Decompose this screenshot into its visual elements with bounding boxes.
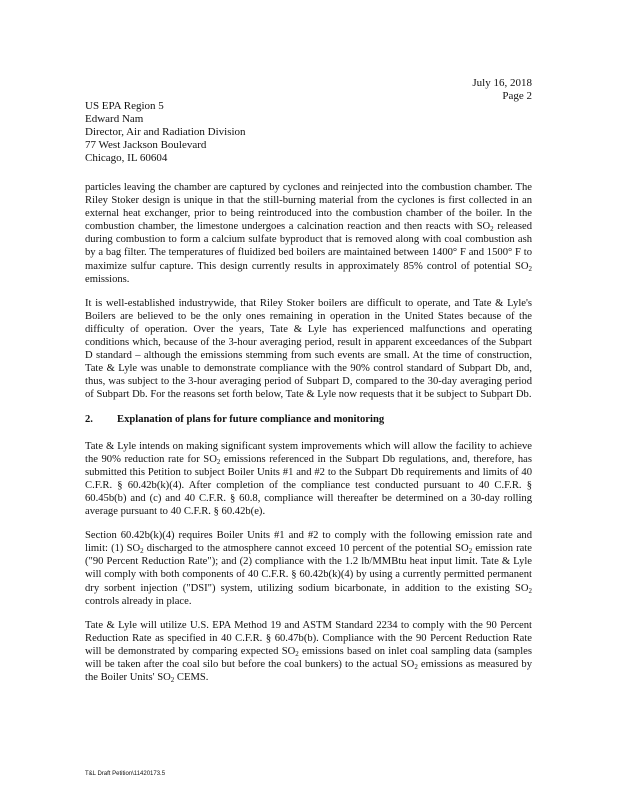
address-line: Chicago, IL 60604 xyxy=(85,152,168,164)
letter-body xyxy=(85,181,532,695)
address-line: US EPA Region 5 xyxy=(85,100,164,112)
address-line: Edward Nam xyxy=(85,113,144,125)
section-title: Explanation of plans for future compliance and monitoring xyxy=(117,413,385,425)
section-heading xyxy=(85,413,532,426)
header-block xyxy=(472,77,532,103)
address-line: 77 West Jackson Boulevard xyxy=(85,139,207,151)
paragraph-improvements: Tate & Lyle intends on making significant system improvements which will allow the facility to achieve the 90% reduction rate for $SO_2$ emissions referenced in the Subpart Db regulations, and, therefore, has submitted this Petition to subject Boiler Units #1 and #2 to the Subpart Db requirements and limits of 40 C.F.R. § 60.42b(k)(4). After completion of the compliance test conducted pursuant to 40 C.F.R. § 60.45b(b) and (c) and 40 C.F.R. § 60.8, compliance will thereafter be determined on a 30-day rolling average pursuant to 40 C.F.R. § 60.42b(e). xyxy=(85,440,532,518)
page-number: Page 2 xyxy=(502,90,532,102)
address-line: Director, Air and Radiation Division xyxy=(85,126,246,138)
paragraph-emission-limits: Section 60.42b(k)(4) requires Boiler Units #1 and #2 to comply with the following emission rate and limit: (1) $SO_2$ discharged to the atmosphere cannot exceed 10 percent of the potential $SO_2$ emission rate ("90 Percent Reduction Rate"); and (2) compliance with the 1.2 lb/MMBtu heat input limit. Tate & Lyle will comply with both components of 40 C.F.R. § 60.42b(k)(4) by using a currently permitted permanent dry sorbent injection ("DSI") system, utilizing sodium bicarbonate, in addition to the existing $SO_2$ controls already in place. xyxy=(85,530,532,607)
section-number: 2. xyxy=(85,413,93,425)
paragraph-monitoring-methods: Tate & Lyle will utilize U.S. EPA Method 19 and ASTM Standard 2234 to comply with the 90 Percent Reduction Rate as specified in 40 C.F.R. § 60.47b(b). Compliance with the 90 Percent Reduction Rate will be demonstrated by comparing expected $SO_2$ emissions based on inlet coal sampling data (samples will be taken after the coal silo but before the coal bunkers) to the actual $SO_2$ emissions as measured by the Boiler Units' $SO_2$ CEMS. xyxy=(85,619,532,685)
paragraph-riley-design: particles leaving the chamber are captured by cyclones and reinjected into the combustion chamber. The Riley Stoker design is unique in that the still-burning material from the cyclones is first collected in an external heat exchanger, prior to being reintroduced into the combustion chamber of the boiler. In the combustion chamber, the limestone undergoes a calcination reaction and then reacts with $SO_2$ released during combustion to form a calcium sulfate byproduct that is removed along with coal combustion ash by a bag filter. The temperatures of fluidized bed boilers are maintained between 1400° F and 1500° F to maximize sulfur capture. This design currently results in approximately 85% control of potential $SO_2$ emissions. xyxy=(85,182,532,285)
paragraph-industry-history: It is well-established industrywide, that Riley Stoker boilers are difficult to operate, and Tate & Lyle's Boilers are believed to be the only ones remaining in operation in the United States because of the difficulty of operation. Over the years, Tate & Lyle has experienced malfunctions and operating conditions which, because of the 3-hour averaging period, result in apparent exceedances of the Subpart D standard – although the emissions stemming from such events are small. At the time of construction, Tate & Lyle was unable to demonstrate compliance with the 90% control standard of Subpart Db, and, thus, was subject to the 3-hour averaging period of Subpart D, compared to the 30-day averaging period of Subpart Db. For the reasons set forth below, Tate & Lyle now requests that it be subject to Subpart Db. xyxy=(85,297,532,401)
letter-date: July 16, 2018 xyxy=(472,77,532,89)
recipient-address xyxy=(85,100,246,165)
document-footer-id: T&L Draft Petition\11420173.5 xyxy=(85,771,166,777)
